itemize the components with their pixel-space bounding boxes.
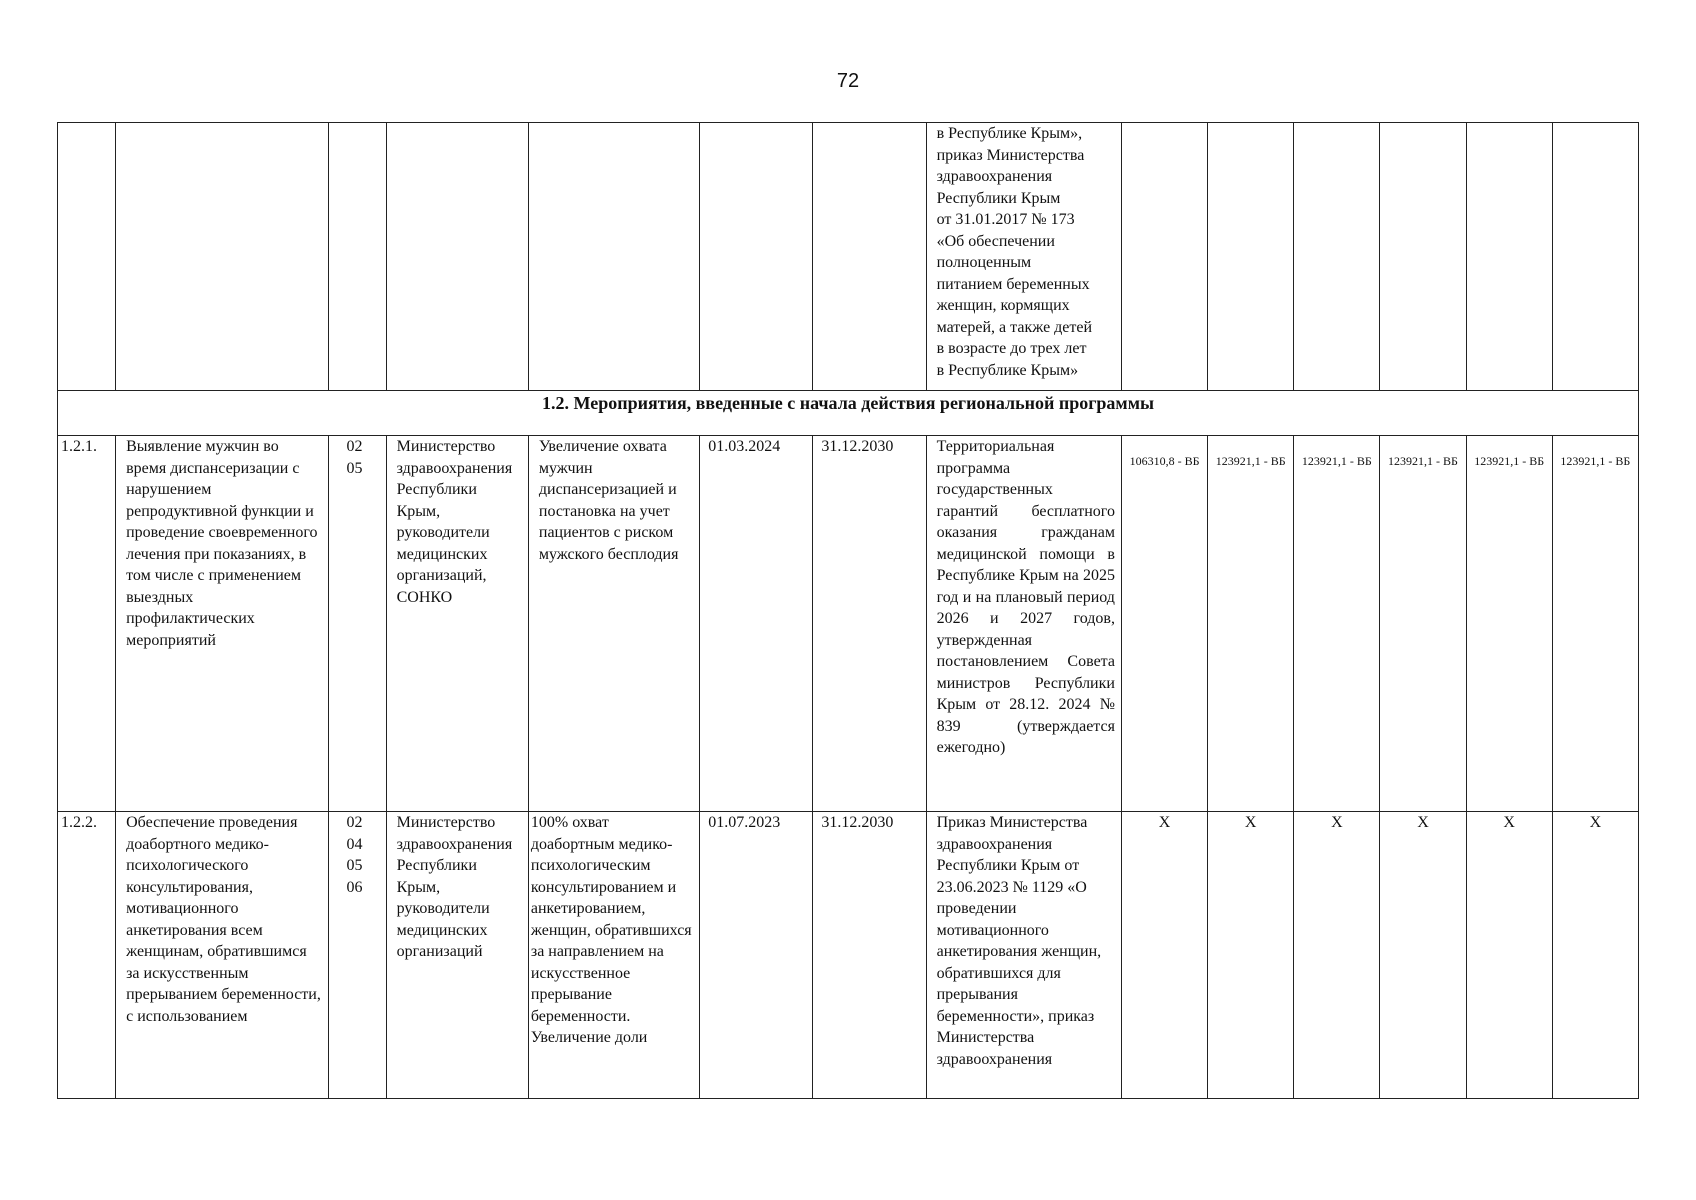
result-cell: Увеличение охвата мужчин диспансеризацией и постановка на учет пациентов с риском мужского бесплодия: [528, 436, 699, 812]
page-number: 72: [836, 70, 860, 92]
table-cell: [813, 123, 926, 391]
funding-cell: 123921,1 - ВБ: [1294, 436, 1380, 812]
funding-cell: X: [1552, 812, 1638, 1099]
funding-cell: 106310,8 - ВБ: [1121, 436, 1207, 812]
table-cell: [328, 123, 386, 391]
indicator-codes: 02 05: [328, 436, 386, 812]
funding-cell: X: [1466, 812, 1552, 1099]
end-date: 31.12.2030: [813, 436, 926, 812]
table-cell: [528, 123, 699, 391]
basis-cell: Территориальная программа государственных гарантий бесплатного оказания гражданам медицинской помощи в Республике Крым на 2025 год и на плановый период 2026 и 2027 годов, утвержденная постановлением Совета министров Республики Крым от 28.12. 2024 № 839 (утверждается ежегодно): [926, 436, 1121, 812]
result-cell: 100% охват доабортным медико-психологическим консультированием и анкетированием, женщин, обратившихся за направлением на искусственное прерывание беременности. Увеличение доли: [528, 812, 699, 1099]
measure-name: Выявление мужчин во время диспансеризации с нарушением репродуктивной функции и проведение своевременного лечения при показаниях, в том числе с применением выездных профилактических мероприятий: [116, 436, 328, 812]
funding-cell: X: [1380, 812, 1466, 1099]
table-cell: [1552, 123, 1638, 391]
table-row: [58, 123, 1639, 391]
indicator-codes: 02 04 05 06: [328, 812, 386, 1099]
table-cell: [1380, 123, 1466, 391]
funding-cell: X: [1121, 812, 1207, 1099]
basis-cell: в Республике Крым», приказ Министерства здравоохранения Республики Крым от 31.01.2017 № 173 «Об обеспечении полноценным питанием беременных женщин, кормящих матерей, а также детей в возрасте до трех лет в Республике Крым»: [926, 123, 1121, 391]
measure-name: Обеспечение проведения доабортного медико-психологического консультирования, мотивационного анкетирования всем женщинам, обратившимся за искусственным прерыванием беременности, с использованием: [116, 812, 328, 1099]
table-cell: [1121, 123, 1207, 391]
funding-cell: 123921,1 - ВБ: [1380, 436, 1466, 812]
row-number: 1.2.1.: [58, 436, 116, 812]
start-date: 01.03.2024: [700, 436, 813, 812]
table-cell: [1208, 123, 1294, 391]
table-cell: [700, 123, 813, 391]
executor-cell: Министерство здравоохранения Республики Крым, руководители медицинских организаций: [386, 812, 528, 1099]
start-date: 01.07.2023: [700, 812, 813, 1099]
funding-cell: 123921,1 - ВБ: [1466, 436, 1552, 812]
row-number: 1.2.2.: [58, 812, 116, 1099]
funding-cell: 123921,1 - ВБ: [1552, 436, 1638, 812]
table-cell: [1294, 123, 1380, 391]
funding-cell: X: [1294, 812, 1380, 1099]
table-cell: [58, 123, 116, 391]
table-row: [58, 436, 1639, 812]
table-cell: [1466, 123, 1552, 391]
table-cell: [116, 123, 328, 391]
table-row: [58, 812, 1639, 1099]
section-title: 1.2. Мероприятия, введенные с начала действия региональной программы: [58, 391, 1639, 436]
basis-cell: Приказ Министерства здравоохранения Республики Крым от 23.06.2023 № 1129 «О проведении мотивационного анкетирования женщин, обратившихся для прерывания беременности», приказ Министерства здравоохранения: [926, 812, 1121, 1099]
funding-cell: 123921,1 - ВБ: [1208, 436, 1294, 812]
end-date: 31.12.2030: [813, 812, 926, 1099]
table-cell: [386, 123, 528, 391]
funding-cell: X: [1208, 812, 1294, 1099]
executor-cell: Министерство здравоохранения Республики Крым, руководители медицинских организаций, СОНКО: [386, 436, 528, 812]
section-row: [58, 391, 1639, 436]
measures-table: [57, 122, 1639, 1099]
